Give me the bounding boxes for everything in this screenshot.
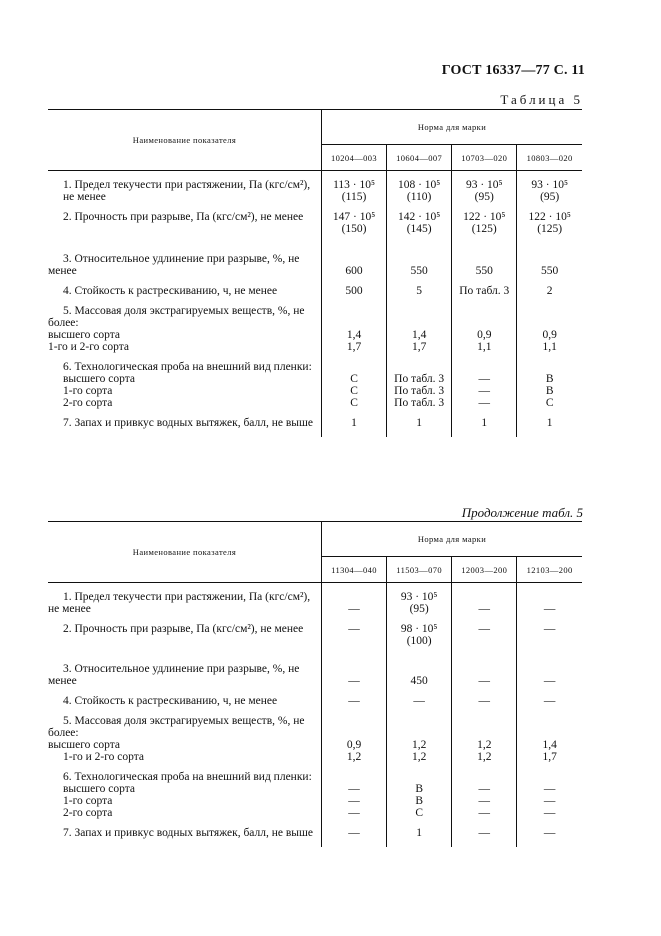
cell-value: 1,2: [411, 751, 427, 763]
cell-value: 113 · 10⁵: [333, 179, 375, 191]
cell-value: 1: [481, 417, 488, 429]
cell-value: (150): [341, 223, 367, 235]
grade-header: 10803—020: [526, 152, 573, 163]
cell-value: (95): [474, 191, 494, 203]
row-label: 2. Прочность при разрыве, Па (кгс/см²), не менее: [63, 211, 304, 223]
cell-value: 550: [541, 265, 559, 277]
cell-value: —: [478, 623, 490, 635]
row-label: 3. Относительное удлинение при разрыве, %, не: [63, 663, 300, 675]
grade-header: 12103—200: [526, 564, 573, 575]
cell-value: 450: [410, 675, 428, 687]
cell-value: —: [348, 695, 360, 707]
cell-value: По табл. 3: [394, 385, 445, 397]
cell-value: С: [350, 397, 358, 409]
cell-value: 93 · 10⁵: [400, 591, 438, 603]
column-header-name: Наименование показателя: [48, 110, 321, 171]
cell-value: —: [478, 603, 490, 615]
cell-value: 0,9: [542, 329, 557, 341]
grade-header: 11503—070: [387, 557, 452, 583]
cell-value: По табл. 3: [394, 373, 445, 385]
cell-value: —: [348, 623, 360, 635]
cell-value: 500: [345, 285, 363, 297]
cell-value: 550: [475, 265, 493, 277]
cell-value: —: [543, 807, 556, 819]
grade-header: 12003—200: [452, 557, 517, 583]
table-row: [48, 715, 582, 763]
table-row: [48, 663, 582, 687]
row-label: 1. Предел текучести при растяжении, Па (кгс/см²),: [63, 179, 311, 191]
cell-value: —: [543, 603, 556, 615]
cell-value: 1,2: [346, 751, 362, 763]
cell-value: 1,7: [346, 341, 362, 353]
table-5: [48, 109, 582, 437]
row-label: более:: [48, 317, 79, 329]
table-row: [48, 827, 582, 847]
cell-value: —: [413, 695, 425, 707]
grade-header: 11304—040: [321, 557, 386, 583]
cell-value: 108 · 10⁵: [397, 179, 441, 191]
cell-value: 93 · 10⁵: [531, 179, 568, 191]
column-header-norm: Норма для марки: [321, 522, 582, 557]
row-label: 2-го сорта: [63, 807, 113, 819]
table-row: [48, 361, 582, 409]
row-label: 6. Технологическая проба на внешний вид пленки:: [63, 771, 312, 783]
table-row: [48, 591, 582, 615]
cell-value: —: [543, 783, 556, 795]
cell-value: 147 · 10⁵: [332, 211, 376, 223]
cell-value: —: [478, 385, 490, 397]
column-header-name: Наименование показателя: [48, 522, 321, 583]
row-label: более:: [48, 727, 79, 739]
cell-value: —: [348, 807, 360, 819]
cell-value: (125): [537, 223, 563, 235]
row-label: 7. Запах и привкус водных вытяжек, балл, не выше: [63, 417, 313, 429]
cell-value: 93 · 10⁵: [465, 179, 503, 191]
row-label: менее: [48, 675, 77, 687]
row-label: 5. Массовая доля экстрагируемых веществ, %, не: [63, 715, 305, 727]
cell-value: 1,4: [411, 329, 427, 341]
cell-value: —: [478, 695, 490, 707]
cell-value: 98 · 10⁵: [400, 623, 438, 635]
table-row: [48, 285, 582, 297]
grade-header: 10204—003: [321, 145, 386, 171]
row-label: 4. Стойкость к растрескиванию, ч, не менее: [63, 285, 278, 297]
table-row: [48, 253, 582, 277]
cell-value: —: [543, 695, 556, 707]
grade-header: 10703—020: [452, 145, 517, 171]
cell-value: —: [348, 783, 360, 795]
row-label: 4. Стойкость к растрескиванию, ч, не менее: [63, 695, 278, 707]
cell-value: 600: [345, 265, 363, 277]
row-label: высшего сорта: [63, 373, 135, 385]
table-row: [48, 771, 582, 819]
cell-value: —: [348, 827, 360, 839]
row-label: высшего сорта: [63, 783, 135, 795]
table-caption: Таблица 5: [500, 92, 583, 107]
cell-value: 1,2: [477, 739, 492, 751]
row-label: менее: [48, 265, 77, 277]
table-row: [48, 623, 582, 647]
cell-value: 550: [410, 265, 428, 277]
row-label: 1-го и 2-го сорта: [63, 751, 145, 763]
table-row: [48, 695, 582, 707]
row-label: 2-го сорта: [63, 397, 113, 409]
row-label: 5. Массовая доля экстрагируемых веществ, %, не: [63, 305, 305, 317]
row-label: не менее: [48, 603, 91, 615]
cell-value: —: [543, 795, 556, 807]
cell-value: 1,1: [542, 341, 557, 353]
row-label: не менее: [63, 191, 106, 203]
cell-value: (95): [409, 603, 429, 615]
cell-value: —: [348, 795, 360, 807]
cell-value: —: [543, 827, 556, 839]
cell-value: В: [545, 385, 554, 397]
cell-value: С: [350, 385, 358, 397]
table-5-continuation: [48, 521, 582, 847]
page-header: ГОСТ 16337—77 С. 11: [441, 63, 585, 78]
cell-value: 1,7: [411, 341, 427, 353]
cell-value: (125): [471, 223, 497, 235]
cell-value: 1: [416, 417, 423, 429]
row-label: 1-го сорта: [63, 385, 113, 397]
row-label: 7. Запах и привкус водных вытяжек, балл, не выше: [63, 827, 313, 839]
cell-value: 1,2: [411, 739, 427, 751]
cell-value: В: [415, 795, 423, 807]
cell-value: В: [545, 373, 554, 385]
cell-value: С: [545, 397, 554, 409]
cell-value: —: [478, 827, 490, 839]
table-row: [48, 211, 582, 235]
cell-value: По табл. 3: [459, 285, 510, 297]
cell-value: 0,9: [346, 739, 362, 751]
row-label: высшего сорта: [48, 739, 120, 751]
cell-value: (100): [406, 635, 432, 647]
table-continuation-caption: Продолжение табл. 5: [461, 505, 583, 520]
cell-value: —: [478, 675, 490, 687]
column-header-norm: Норма для марки: [321, 110, 582, 145]
cell-value: По табл. 3: [394, 397, 445, 409]
row-label: 1-го сорта: [63, 795, 113, 807]
cell-value: 142 · 10⁵: [397, 211, 441, 223]
cell-value: 1: [546, 417, 553, 429]
cell-value: —: [348, 675, 360, 687]
cell-value: 1,7: [542, 751, 557, 763]
row-label: 1-го и 2-го сорта: [48, 341, 130, 353]
cell-value: 122 · 10⁵: [528, 211, 571, 223]
cell-value: —: [478, 807, 490, 819]
cell-value: В: [415, 783, 423, 795]
cell-value: (110): [406, 191, 432, 203]
cell-value: (145): [406, 223, 432, 235]
table-row: [48, 417, 582, 437]
row-label: высшего сорта: [48, 329, 120, 341]
cell-value: 5: [416, 285, 423, 297]
cell-value: 122 · 10⁵: [463, 211, 506, 223]
table-row: [48, 179, 582, 203]
cell-value: 2: [546, 285, 553, 297]
row-label: 2. Прочность при разрыве, Па (кгс/см²), не менее: [63, 623, 304, 635]
cell-value: —: [478, 795, 490, 807]
row-label: 6. Технологическая проба на внешний вид пленки:: [63, 361, 312, 373]
cell-value: 1,4: [542, 739, 557, 751]
cell-value: 0,9: [477, 329, 492, 341]
grade-header: 10604—007: [387, 145, 452, 171]
cell-value: —: [348, 603, 360, 615]
cell-value: 1: [416, 827, 423, 839]
cell-value: —: [478, 373, 490, 385]
cell-value: 1,1: [477, 341, 492, 353]
cell-value: 1,4: [346, 329, 362, 341]
row-label: 3. Относительное удлинение при разрыве, %, не: [63, 253, 300, 265]
cell-value: 1: [351, 417, 357, 429]
cell-value: (115): [341, 191, 367, 203]
cell-value: —: [478, 397, 490, 409]
cell-value: С: [415, 807, 423, 819]
cell-value: —: [478, 783, 490, 795]
row-label: 1. Предел текучести при растяжении, Па (кгс/см²),: [63, 591, 311, 603]
table-row: [48, 305, 582, 353]
cell-value: —: [543, 675, 556, 687]
cell-value: (95): [540, 191, 560, 203]
cell-value: 1,2: [477, 751, 492, 763]
cell-value: —: [543, 623, 556, 635]
cell-value: С: [350, 373, 358, 385]
